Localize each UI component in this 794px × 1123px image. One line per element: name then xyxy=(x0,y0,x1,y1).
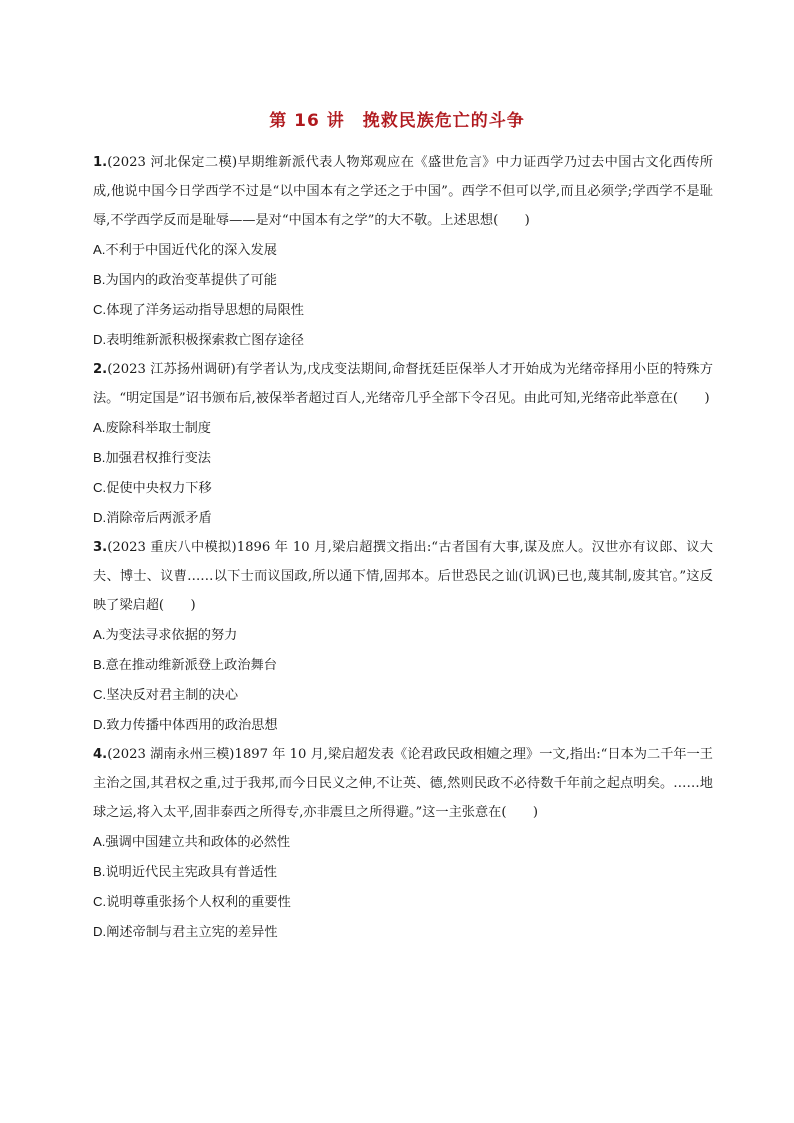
option-letter: D. xyxy=(93,924,107,939)
option-letter: B. xyxy=(93,864,106,879)
option-letter: C. xyxy=(93,894,107,909)
option-d xyxy=(93,710,713,740)
option-b xyxy=(93,650,713,680)
option-text: 为国内的政治变革提供了可能 xyxy=(105,273,277,288)
option-text: 表明维新派积极探索救亡图存途径 xyxy=(106,333,304,348)
option-text: 不利于中国近代化的深入发展 xyxy=(105,243,277,258)
question-number: 3. xyxy=(93,540,108,555)
option-a xyxy=(93,620,713,650)
option-letter: D. xyxy=(93,332,107,347)
option-text: 加强君权推行变法 xyxy=(105,451,211,466)
option-c xyxy=(93,473,713,503)
option-letter: B. xyxy=(93,657,106,672)
option-d xyxy=(93,503,713,533)
question-2 xyxy=(93,355,713,533)
option-d xyxy=(93,325,713,355)
question-text: (2023 重庆八中模拟)1896 年 10 月,梁启超撰文指出:“古者国有大事,谋及庶人。汉世亦有议郎、议大夫、博士、议曹……以下士而议国政,所以通下情,固邦本。后世恐民之讪(讥讽)已也,蔑其制,废其官。”这反映了梁启超( ) xyxy=(93,540,713,613)
page-title: 第 16 讲 挽救民族危亡的斗争 xyxy=(269,111,525,131)
option-text: 说明尊重张扬个人权利的重要性 xyxy=(106,895,291,910)
option-b xyxy=(93,857,713,887)
option-text: 意在推动维新派登上政治舞台 xyxy=(105,658,277,673)
option-letter: A. xyxy=(93,627,106,642)
option-a xyxy=(93,235,713,265)
option-text: 为变法寻求依据的努力 xyxy=(105,628,238,643)
option-letter: A. xyxy=(93,834,106,849)
question-1 xyxy=(93,148,713,355)
option-letter: D. xyxy=(93,510,107,525)
option-text: 致力传播中体西用的政治思想 xyxy=(106,718,278,733)
question-stem xyxy=(93,355,713,413)
option-text: 促使中央权力下移 xyxy=(106,481,212,496)
question-stem xyxy=(93,740,713,827)
option-letter: C. xyxy=(93,302,107,317)
question-stem xyxy=(93,533,713,620)
question-text: (2023 湖南永州三模)1897 年 10 月,梁启超发表《论君政民政相嬗之理》一文,指出:“日本为二千年一王主治之国,其君权之重,过于我邦,而今日民义之伸,不让英、德,然则民政不必待数千年前之起点明矣。……地球之运,将入太平,固非泰西之所得专,亦非震旦之所得避。”这一主张意在( ) xyxy=(93,747,713,820)
option-b xyxy=(93,443,713,473)
question-text: (2023 江苏扬州调研)有学者认为,戊戌变法期间,命督抚廷臣保举人才开始成为光绪帝择用小臣的特殊方法。“明定国是”诏书颁布后,被保举者超过百人,光绪帝几乎全部下令召见。由此可知,光绪帝此举意在( ) xyxy=(93,362,713,406)
question-4 xyxy=(93,740,713,947)
option-text: 强调中国建立共和政体的必然性 xyxy=(105,835,291,850)
option-text: 废除科举取士制度 xyxy=(105,421,211,436)
option-c xyxy=(93,887,713,917)
option-c xyxy=(93,295,713,325)
option-text: 坚决反对君主制的决心 xyxy=(106,688,239,703)
question-number: 4. xyxy=(93,747,108,762)
option-c xyxy=(93,680,713,710)
option-d xyxy=(93,917,713,947)
option-text: 体现了洋务运动指导思想的局限性 xyxy=(106,303,304,318)
option-letter: D. xyxy=(93,717,107,732)
question-3 xyxy=(93,533,713,740)
option-a xyxy=(93,413,713,443)
option-letter: A. xyxy=(93,420,106,435)
option-letter: B. xyxy=(93,272,106,287)
option-text: 阐述帝制与君主立宪的差异性 xyxy=(106,925,278,940)
question-number: 1. xyxy=(93,155,108,170)
option-a xyxy=(93,827,713,857)
option-b xyxy=(93,265,713,295)
question-stem xyxy=(93,148,713,235)
option-text: 消除帝后两派矛盾 xyxy=(106,511,212,526)
question-text: (2023 河北保定二模)早期维新派代表人物郑观应在《盛世危言》中力证西学乃过去中国古文化西传所成,他说中国今日学西学不过是“以中国本有之学还之于中国”。西学不但可以学,而且必须学;学西学不是耻辱,不学西学反而是耻辱——是对“中国本有之学”的大不敬。上述思想( ) xyxy=(93,155,713,228)
question-list xyxy=(93,148,713,947)
option-text: 说明近代民主宪政具有普适性 xyxy=(105,865,277,880)
option-letter: C. xyxy=(93,687,107,702)
question-number: 2. xyxy=(93,362,108,377)
option-letter: A. xyxy=(93,242,106,257)
option-letter: C. xyxy=(93,480,107,495)
option-letter: B. xyxy=(93,450,106,465)
